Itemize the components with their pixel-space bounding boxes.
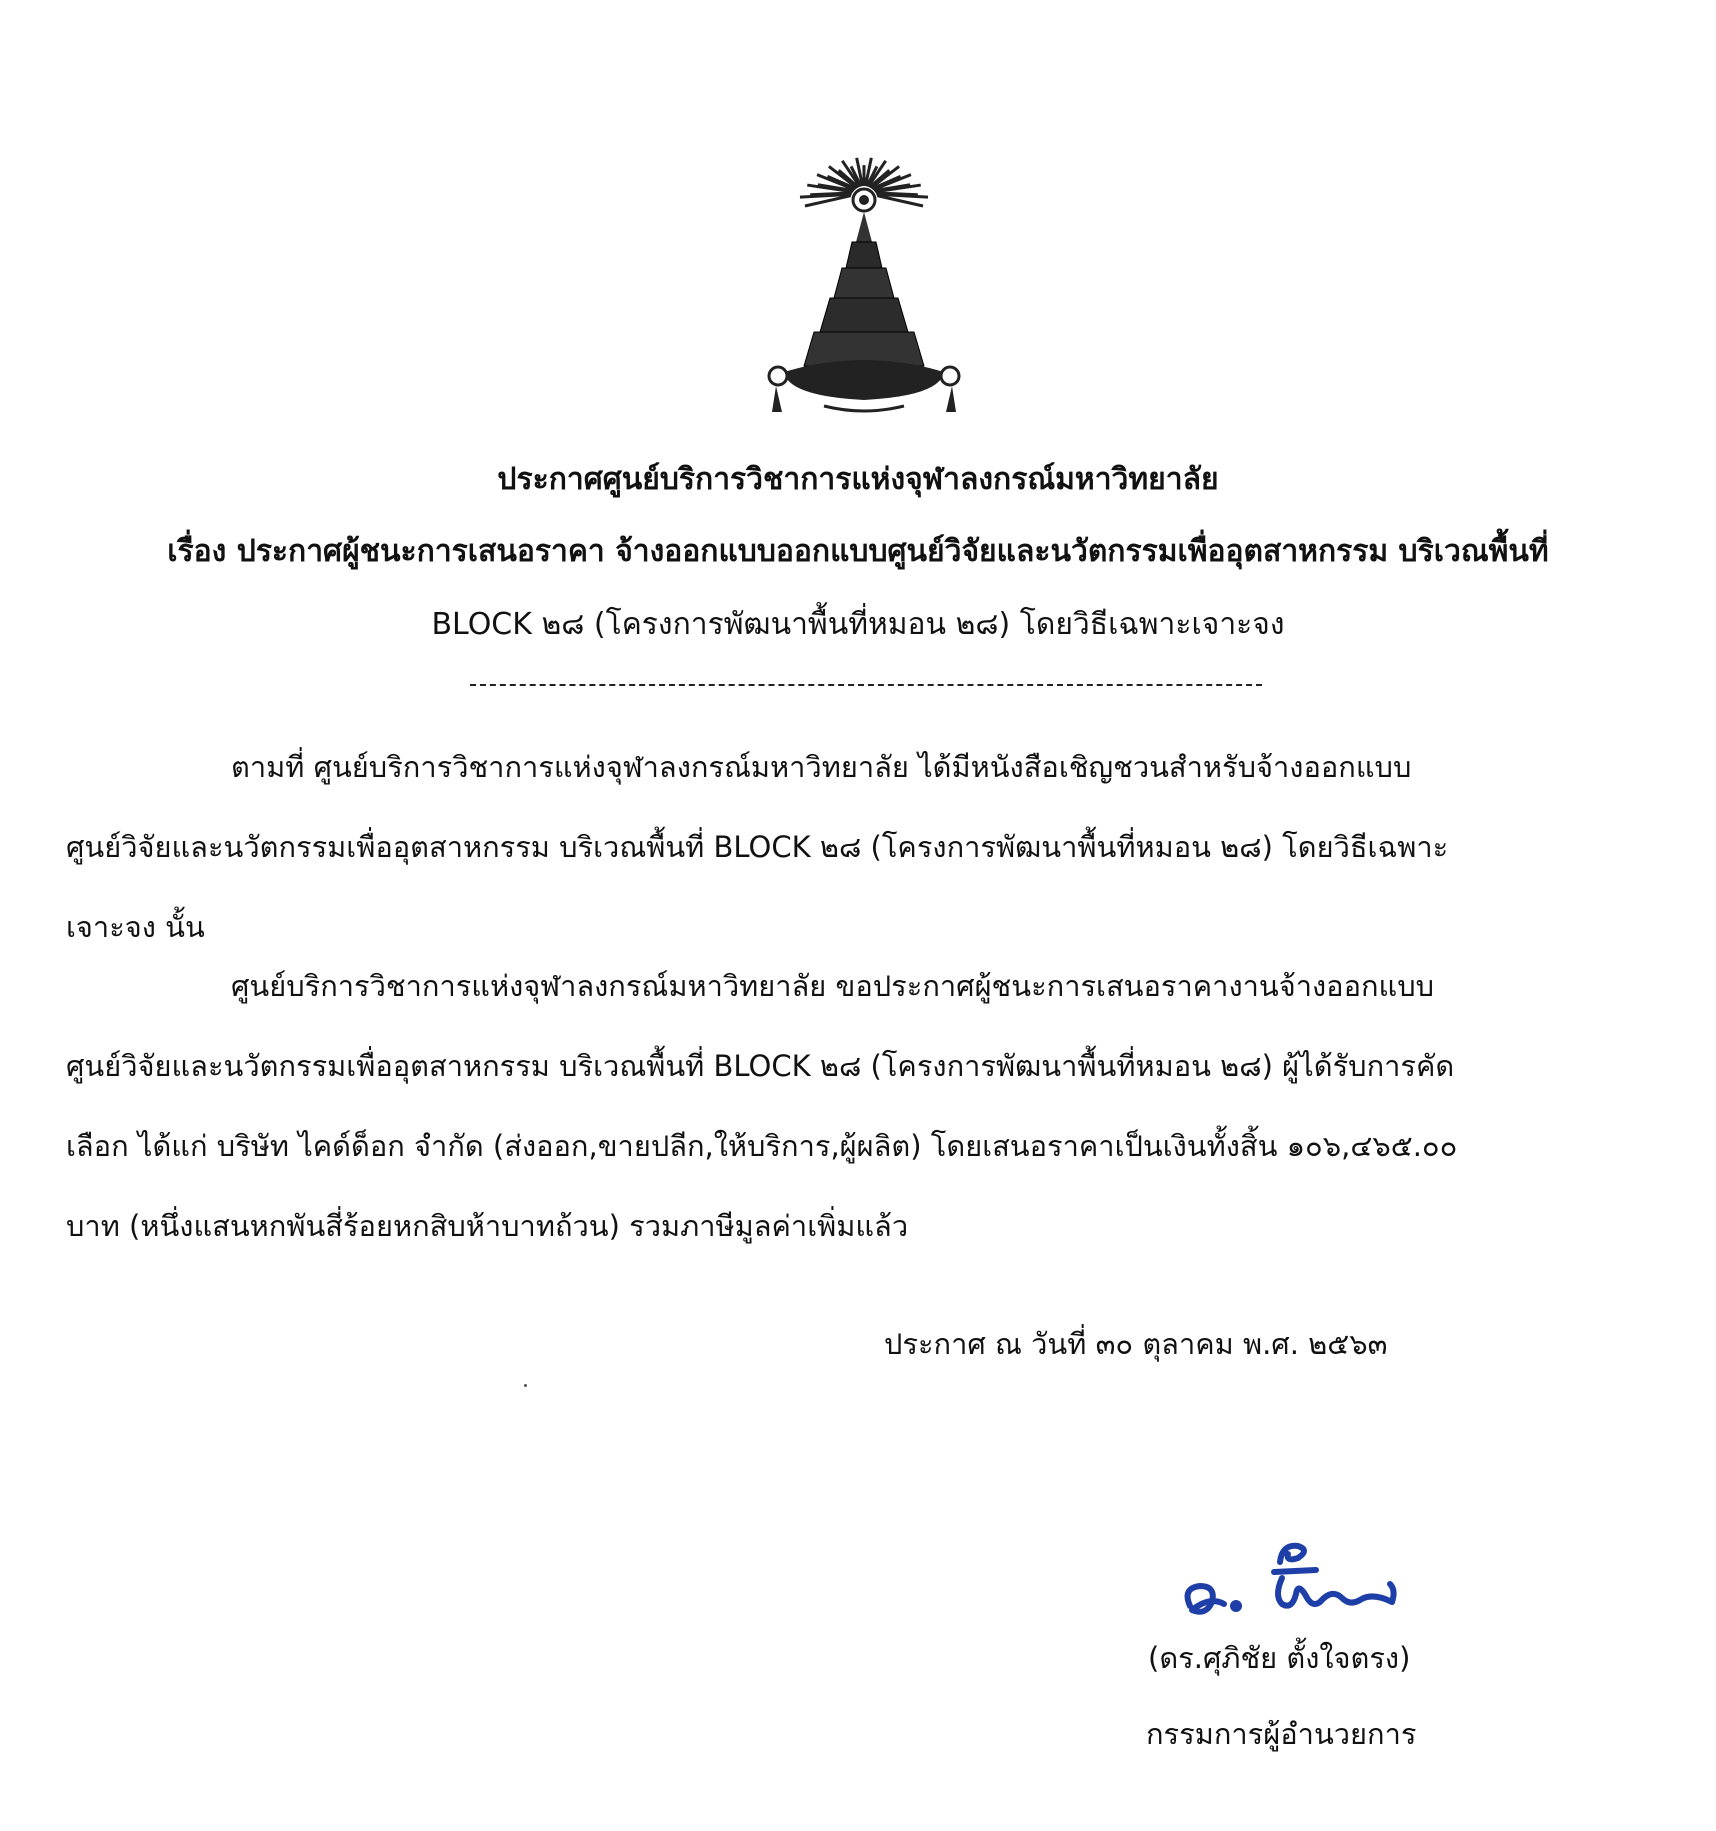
- signer-name: (ดร.ศุภิชัย ตั้งใจตรง): [1148, 1641, 1411, 1675]
- title-divider: [470, 684, 1262, 686]
- paragraph-line: ตามที่ ศูนย์บริการวิชาการแห่งจุฬาลงกรณ์มหาวิทยาลัย ได้มีหนังสือเชิญชวนสำหรับจ้างออกแบบ: [231, 750, 1412, 784]
- paragraph-line: เลือก ได้แก่ บริษัท ไคด์ด็อก จำกัด (ส่งออก,ขายปลีก,ให้บริการ,ผู้ผลิต) โดยเสนอราคาเป็นเงินทั้งสิ้น ๑๐๖,๔๖๕.๐๐: [66, 1129, 1458, 1163]
- phra-kiao-emblem-icon: [764, 150, 964, 440]
- emblem-ray: [810, 193, 852, 195]
- announcement-subject-line-1: เรื่อง ประกาศผู้ชนะการเสนอราคา จ้างออกแบบออกแบบศูนย์วิจัยและนวัตกรรมเพื่ออุตสาหกรรม บริเวณพื้นที่: [167, 534, 1549, 569]
- announcement-title: ประกาศศูนย์บริการวิชาการแห่งจุฬาลงกรณ์มหาวิทยาลัย: [497, 462, 1219, 497]
- paragraph-line: ศูนย์วิจัยและนวัตกรรมเพื่ออุตสาหกรรม บริเวณพื้นที่ BLOCK ๒๘ (โครงการพัฒนาพื้นที่หมอน ๒๘) โดยวิธีเฉพาะ: [66, 830, 1449, 864]
- body-paragraph-2: [66, 946, 1666, 1266]
- body-paragraph-1: [66, 727, 1666, 967]
- handwritten-signature: [1170, 1532, 1420, 1632]
- scan-speck: [524, 1384, 527, 1387]
- signer-position: กรรมการผู้อำนวยการ: [1146, 1717, 1417, 1751]
- announcement-subject-line-2: BLOCK ๒๘ (โครงการพัฒนาพื้นที่หมอน ๒๘) โดยวิธีเฉพาะเจาะจง: [431, 607, 1285, 642]
- announcement-date: ประกาศ ณ วันที่ ๓๐ ตุลาคม พ.ศ. ๒๕๖๓: [884, 1327, 1388, 1361]
- paragraph-line: ศูนย์วิจัยและนวัตกรรมเพื่ออุตสาหกรรม บริเวณพื้นที่ BLOCK ๒๘ (โครงการพัฒนาพื้นที่หมอน ๒๘) ผู้ได้รับการคัด: [66, 1049, 1455, 1083]
- paragraph-line: บาท (หนึ่งแสนหกพันสี่ร้อยหกสิบห้าบาทถ้วน) รวมภาษีมูลค่าเพิ่มแล้ว: [66, 1209, 909, 1243]
- paragraph-line: ศูนย์บริการวิชาการแห่งจุฬาลงกรณ์มหาวิทยาลัย ขอประกาศผู้ชนะการเสนอราคางานจ้างออกแบบ: [231, 969, 1435, 1003]
- paragraph-line: เจาะจง นั้น: [66, 910, 205, 944]
